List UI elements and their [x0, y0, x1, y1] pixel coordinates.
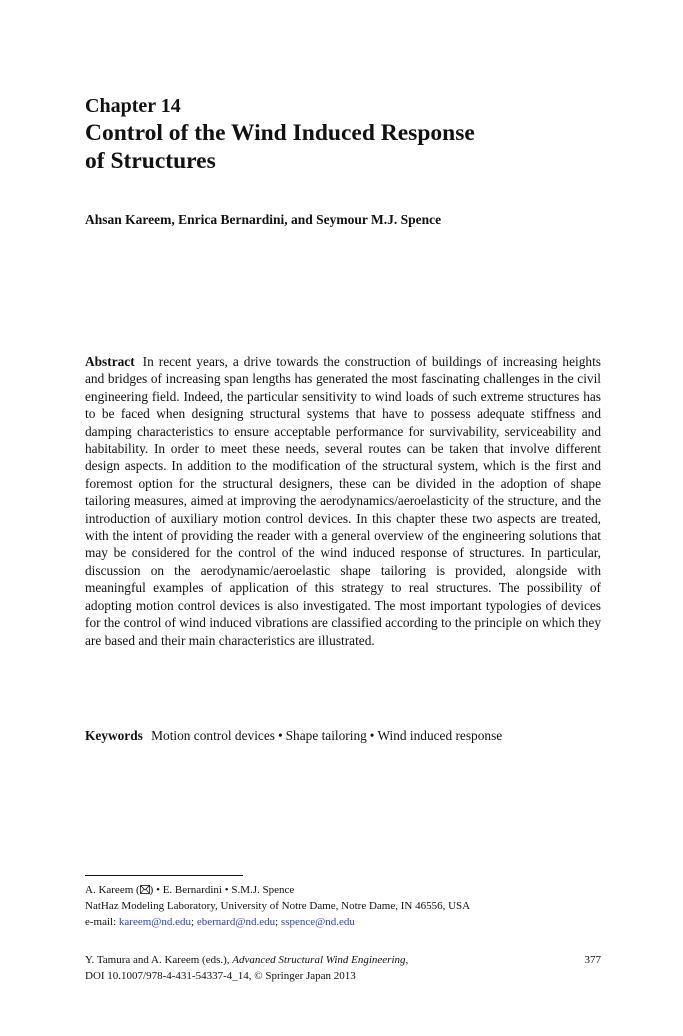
email-separator: ; [275, 916, 281, 928]
affil-separator: • [224, 884, 229, 896]
book-editors: Y. Tamura and A. Kareem (eds.), [85, 954, 233, 966]
affil-author-1-close: ) [149, 884, 154, 896]
copyright-symbol: © [254, 970, 263, 982]
keyword-item: Wind induced response [377, 728, 503, 743]
keyword-item: Motion control devices [151, 728, 275, 743]
affil-author-2: E. Bernardini [162, 884, 222, 896]
affiliation-institution: NatHaz Modeling Laboratory, University of Notre Dame, Notre Dame, IN 46556, USA [85, 900, 471, 912]
keyword-item: Shape tailoring [285, 728, 367, 743]
keywords [85, 727, 601, 745]
email-link-spence[interactable]: sspence@nd.edu [280, 916, 355, 928]
chapter-title-line1: Control of the Wind Induced Response [85, 120, 475, 146]
footnote-divider [85, 875, 243, 876]
envelope-icon [140, 885, 150, 894]
chapter-title-line2: of Structures [85, 148, 216, 174]
email-separator: ; [191, 916, 197, 928]
book-title-suffix: , [405, 954, 409, 966]
affil-author-3: S.M.J. Spence [231, 884, 295, 896]
book-citation-line2 [85, 968, 601, 984]
email-label: e-mail: [85, 916, 119, 928]
page-number: 377 [584, 954, 601, 966]
affil-separator: • [156, 884, 160, 896]
affiliation-authors-line [85, 882, 601, 898]
affil-author-1: A. Kareem ( [85, 884, 140, 896]
abstract-text: In recent years, a drive towards the construction of buildings of increasing heights and bridges of increasing span lengths has generated the most fascinating challenges in the civil engineering field. Indeed, the particular sensitivity to wind loads of such extreme structures has to be faced when designing structural systems that have to possess adequate stiffness and damping characteristics to ensure acceptable performance for survivability, serviceability and habitability. In order to meet these needs, several routes can be taken that involve different design aspects. In addition to the modification of the structural system, which is the first and foremost option for the structural designers, these can be divided in the adoption of shape tailoring measures, aimed at improving the aerodynamics/aeroelasticity of the structure, and the introduction of auxiliary motion control devices. In this chapter these two aspects are treated, with the intent of providing the reader with a general overview of the engineering solutions that may be considered for the control of the wind induced response of structures. In particular, discussion on the aerodynamic/aeroelastic shape tailoring is provided, alongside with meaningful examples of application of this strategy to real structures. The possibility of adopting motion control devices is also investigated. The most important typologies of devices for the control of wind induced vibrations are classified according to the principle on which they are based and their main characteristics are illustrated. [85, 354, 601, 648]
book-citation [85, 952, 601, 984]
paper-page [85, 0, 601, 1036]
keyword-separator: • [277, 728, 283, 743]
chapter-label: Chapter 14 [85, 95, 181, 117]
author-list: Ahsan Kareem, Enrica Bernardini, and Seymour M.J. Spence [85, 212, 442, 227]
keyword-separator: • [369, 728, 375, 743]
book-publisher: Springer Japan 2013 [262, 970, 356, 982]
abstract [85, 353, 601, 649]
email-link-kareem[interactable]: kareem@nd.edu [118, 916, 192, 928]
affiliation-emails [85, 914, 601, 930]
book-title: Advanced Structural Wind Engineering [232, 954, 406, 966]
author-affiliation [85, 882, 601, 930]
chapter-title [85, 119, 601, 175]
book-doi: DOI 10.1007/978-4-431-54337-4_14, [85, 970, 255, 982]
keywords-heading: Keywords [85, 728, 143, 743]
book-citation-line1 [85, 952, 601, 968]
abstract-heading: Abstract [85, 354, 135, 369]
email-link-bernardini[interactable]: ebernard@nd.edu [196, 916, 276, 928]
